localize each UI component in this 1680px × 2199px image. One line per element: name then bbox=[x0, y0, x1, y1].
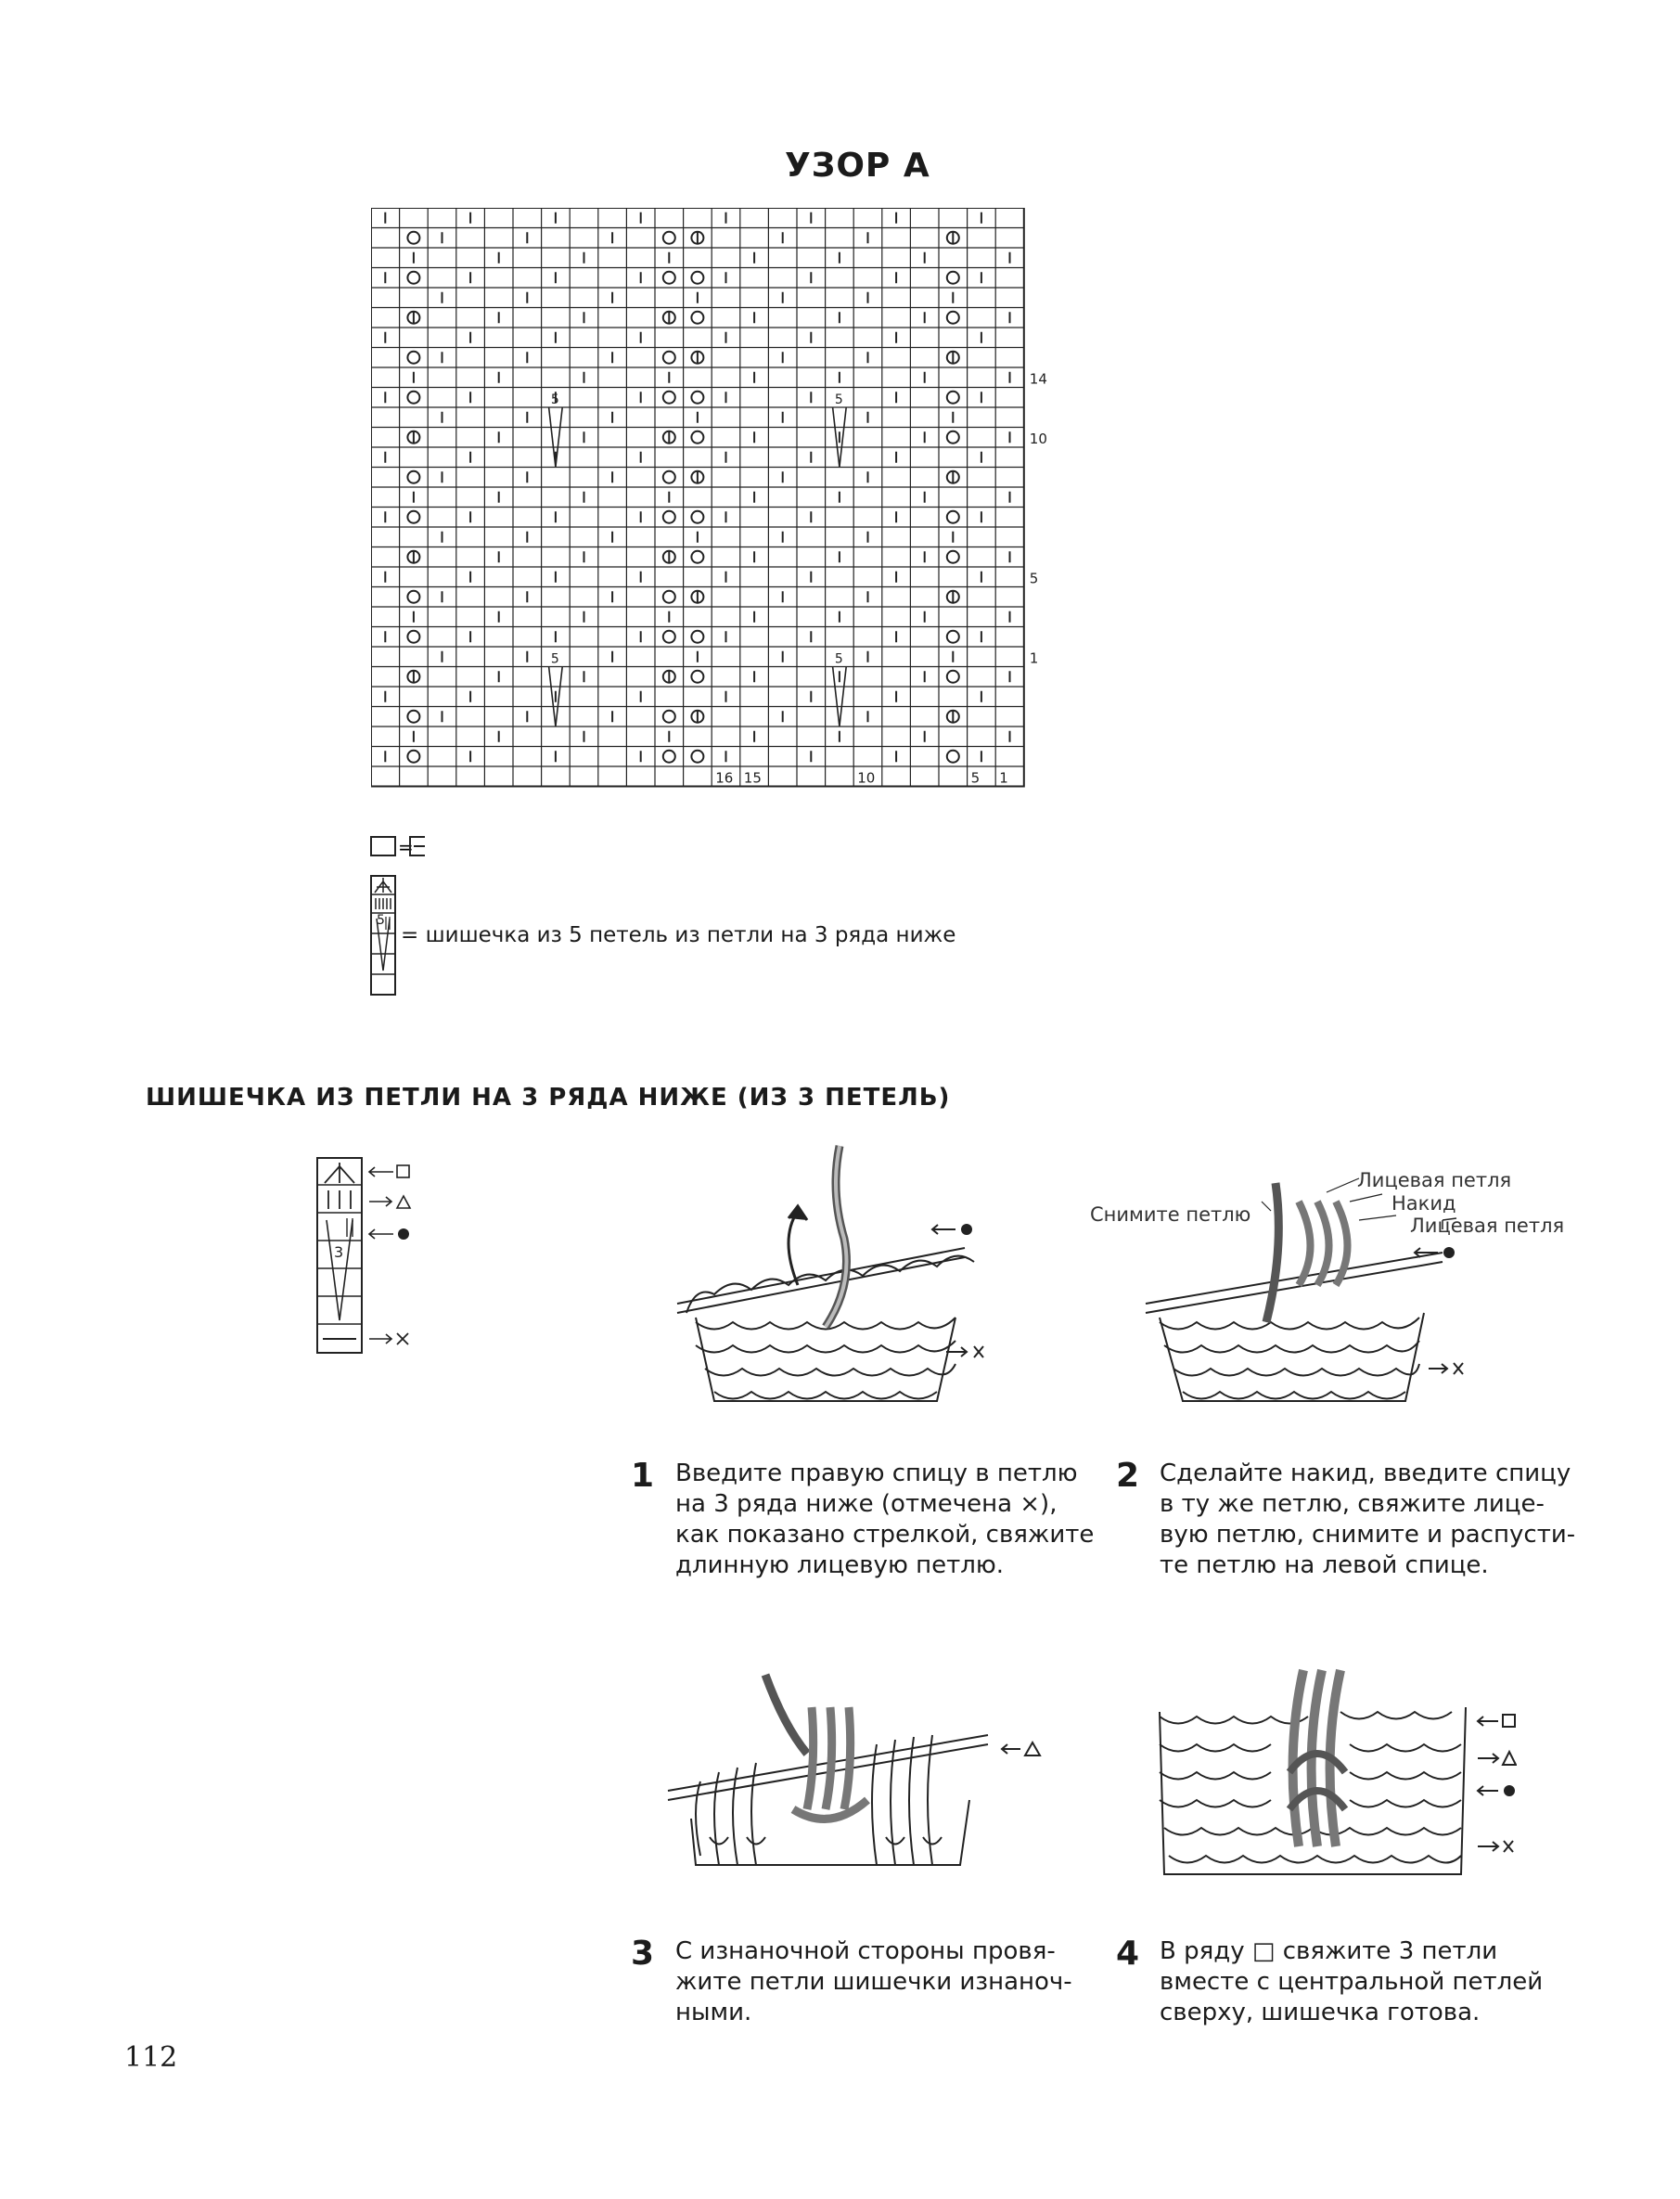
row-number: 1 bbox=[1029, 649, 1039, 667]
yarn-over bbox=[691, 551, 703, 563]
bobble-number: 5 bbox=[834, 392, 843, 407]
yarn-over bbox=[947, 511, 959, 523]
yarn-over bbox=[947, 272, 959, 284]
page-number: 112 bbox=[124, 2041, 178, 2074]
callout-knit2: Лицевая петля bbox=[1410, 1215, 1565, 1237]
mini-chart-number: 3 bbox=[334, 1243, 344, 1261]
yarn-over bbox=[407, 511, 419, 523]
yarn-over bbox=[691, 511, 703, 523]
yarn-over bbox=[947, 631, 959, 643]
yarn-over bbox=[691, 631, 703, 643]
yarn-over bbox=[691, 751, 703, 763]
step3-text: С изнаночной стороны провя- жите петли шишечки изнаноч- ными. bbox=[675, 1937, 1072, 2026]
step4-illustration bbox=[1146, 1661, 1517, 1902]
yarn-over bbox=[947, 312, 959, 324]
legend-bobble-text: = шишечка из 5 петель из петли на 3 ряда ниже bbox=[401, 923, 956, 947]
yarn-over bbox=[407, 711, 419, 723]
yarn-over bbox=[663, 392, 675, 404]
step4-text: В ряду □ свяжите 3 петли вместе с центральной петлей сверху, шишечка готова. bbox=[1160, 1937, 1544, 2026]
column-number: 1 bbox=[999, 769, 1008, 787]
step3-number: 3 bbox=[631, 1935, 655, 1973]
callout-slip: Снимите петлю bbox=[1090, 1203, 1251, 1226]
callout-yo: Накид bbox=[1391, 1192, 1456, 1215]
yarn-over bbox=[407, 352, 419, 364]
step2-number: 2 bbox=[1116, 1457, 1140, 1495]
pattern-title: УЗОР А bbox=[785, 147, 930, 185]
yarn-over bbox=[407, 631, 419, 643]
yarn-over bbox=[407, 392, 419, 404]
yarn-over bbox=[663, 511, 675, 523]
yarn-over bbox=[407, 751, 419, 763]
yarn-over bbox=[691, 392, 703, 404]
yarn-over bbox=[663, 352, 675, 364]
bobble-number: 5 bbox=[550, 392, 559, 407]
mini-chart bbox=[315, 1155, 427, 1355]
yarn-over bbox=[947, 392, 959, 404]
step4-number: 4 bbox=[1116, 1935, 1140, 1973]
callout-knit1: Лицевая петля bbox=[1357, 1169, 1512, 1191]
column-number: 15 bbox=[743, 769, 762, 787]
column-number: 5 bbox=[970, 769, 981, 787]
yarn-over bbox=[947, 751, 959, 763]
step3-illustration bbox=[654, 1670, 1053, 1884]
yarn-over bbox=[663, 631, 675, 643]
yarn-over bbox=[663, 711, 675, 723]
step1-text: Введите правую спицу в петлю на 3 ряда ниже (отмечена ×), как показано стрелкой, свяжите длинную лицевую петлю. bbox=[675, 1460, 1095, 1579]
svg-text:=: = bbox=[398, 836, 414, 858]
yarn-over bbox=[947, 551, 959, 563]
step2-text: Сделайте накид, введите спицу в ту же петлю, свяжите лице- вую петлю, снимите и распусти- те петлю на левой спице. bbox=[1160, 1460, 1576, 1579]
yarn-over bbox=[663, 751, 675, 763]
yarn-over bbox=[691, 272, 703, 284]
row-number: 10 bbox=[1029, 431, 1047, 447]
yarn-over bbox=[663, 232, 675, 244]
row-number: 14 bbox=[1029, 370, 1047, 388]
yarn-over bbox=[947, 671, 959, 683]
yarn-over bbox=[691, 431, 703, 444]
yarn-over bbox=[691, 312, 703, 324]
yarn-over bbox=[947, 431, 959, 444]
yarn-over bbox=[407, 232, 419, 244]
yarn-over bbox=[407, 272, 419, 284]
column-number: 16 bbox=[715, 769, 734, 787]
yarn-over bbox=[663, 591, 675, 603]
yarn-over bbox=[663, 471, 675, 483]
section-heading: ШИШЕЧКА ИЗ ПЕТЛИ НА 3 РЯДА НИЖЕ (ИЗ 3 ПЕТЕЛЬ) bbox=[146, 1084, 951, 1112]
pattern-chart bbox=[371, 208, 1299, 820]
yarn-over bbox=[407, 591, 419, 603]
step1-illustration bbox=[668, 1137, 1020, 1434]
bobble-number: 5 bbox=[550, 651, 559, 667]
row-number: 5 bbox=[1029, 570, 1039, 587]
yarn-over bbox=[407, 471, 419, 483]
column-number: 10 bbox=[857, 769, 876, 787]
legend-bobble-number: 5 bbox=[377, 913, 385, 928]
yarn-over bbox=[663, 272, 675, 284]
yarn-over bbox=[691, 671, 703, 683]
step1-number: 1 bbox=[631, 1457, 655, 1495]
bobble-number: 5 bbox=[834, 651, 843, 667]
